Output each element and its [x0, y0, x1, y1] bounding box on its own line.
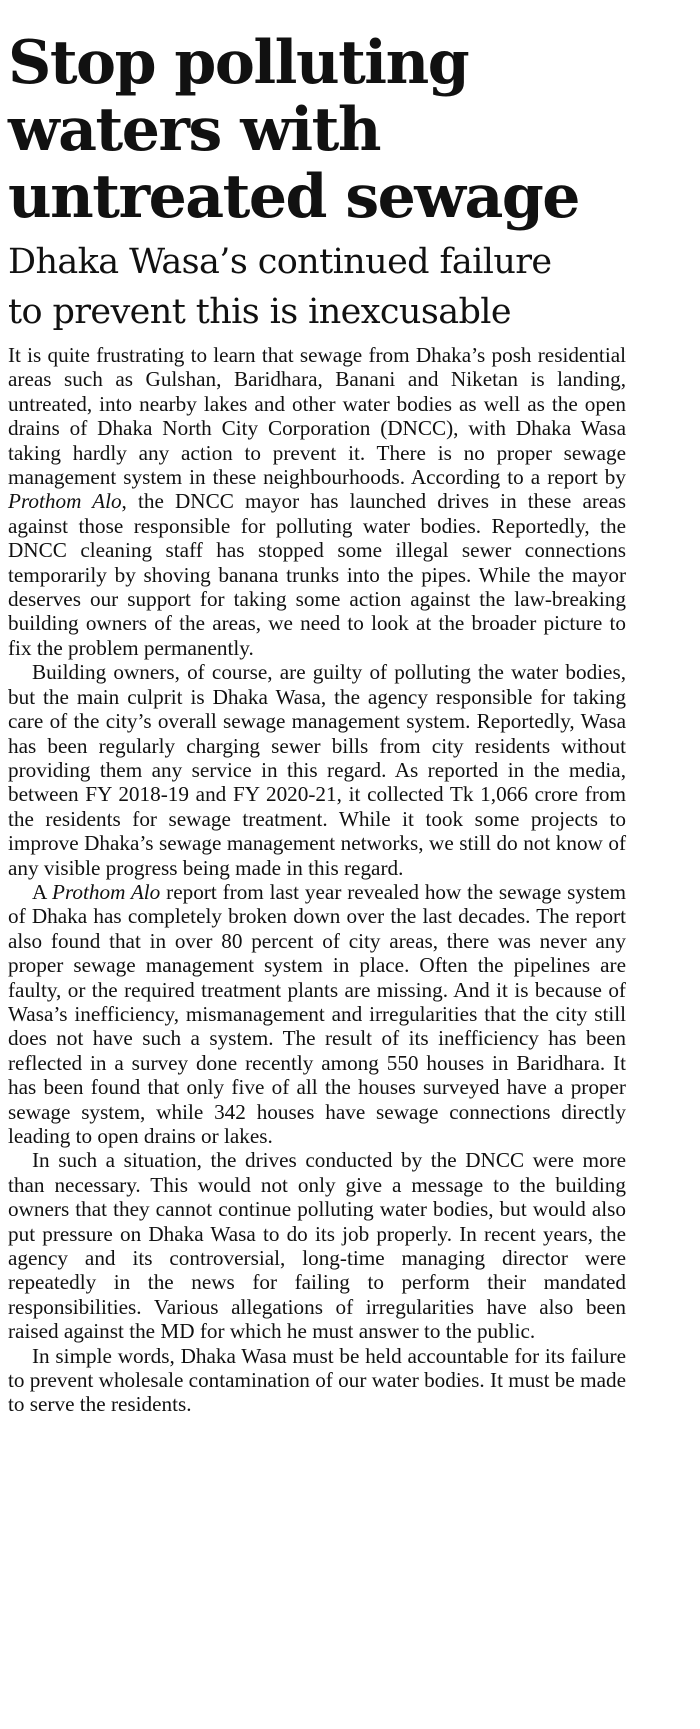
paragraph-5: In simple words, Dhaka Wasa must be held accountable for its failure to prevent wholesale contamination of our water bodies. It must be made to serve the residents.	[8, 1343, 626, 1417]
paragraph-3	[8, 880, 626, 1148]
subheadline-line-2: to prevent this is inexcusable	[8, 292, 511, 332]
paragraph-2: Building owners, of course, are guilty of polluting the water bodies, but the main culprit is Dhaka Wasa, the agency responsible for taking care of the city’s overall sewage management system. Reportedly, Wasa has been regularly charging sewer bills from city residents without providing them any service in this regard. As reported in the media, between FY 2018-19 and FY 2020-21, it collected Tk 1,066 crore from the residents for sewage treatment. While it took some projects to improve Dhaka’s sewage management networks, we still do not know of any visible progress being made in this regard.	[8, 660, 626, 880]
headline-line-1: Stop polluting	[8, 28, 469, 98]
headline-line-3: untreated sewage	[8, 162, 579, 232]
headline	[8, 30, 626, 231]
subheadline-line-1: Dhaka Wasa’s continued failure	[8, 242, 552, 282]
publication-name: Prothom Alo	[8, 489, 122, 514]
paragraph-4: In such a situation, the drives conducted by the DNCC were more than necessary. This would not only give a message to the building owners that they cannot continue polluting water bodies, but would also put pressure on Dhaka Wasa to do its job properly. In recent years, the agency and its controversial, long-time managing director were repeatedly in the news for failing to perform their mandated responsibilities. Various allegations of irregularities have also been raised against the MD for which he must answer to the public.	[8, 1148, 626, 1344]
headline-line-2: waters with	[8, 95, 380, 165]
article-body	[8, 343, 626, 1417]
publication-name: Prothom Alo	[52, 879, 161, 904]
paragraph-3-text-b: report from last year revealed how the sewage system of Dhaka has completely broken down over the last decades. The report also found that in over 80 percent of city areas, there was never any proper sewage management system in place. Often the pipelines are faulty, or the required treatment plants are missing. And it is because of Wasa’s inefficiency, mismanagement and irregularities that the city still does not have such a system. The result of its inefficiency has been reflected in a survey done recently among 550 houses in Baridhara. It has been found that only five of all the houses surveyed have a proper sewage system, while 342 houses have sewage connections directly leading to open drains or lakes.	[8, 879, 626, 1148]
paragraph-1-text-a: It is quite frustrating to learn that sewage from Dhaka’s posh residential areas such as Gulshan, Baridhara, Banani and Niketan is landing, untreated, into nearby lakes and other water bodies as well as the open drains of Dhaka North City Corporation (DNCC), with Dhaka Wasa taking hardly any action to prevent it. There is no proper sewage management system in these neighbourhoods. According to a report by	[8, 343, 626, 490]
subheadline	[8, 237, 626, 337]
paragraph-1-text-b: , the DNCC mayor has launched drives in these areas against those responsible for polluting water bodies. Reportedly, the DNCC cleaning staff has stopped some illegal sewer connections temporarily by shoving banana trunks into the pipes. While the mayor deserves our support for taking some action against the law-breaking building owners of the areas, we need to look at the broader picture to fix the problem permanently.	[8, 489, 626, 660]
paragraph-3-text-a: A	[32, 879, 52, 904]
paragraph-1	[8, 343, 626, 660]
